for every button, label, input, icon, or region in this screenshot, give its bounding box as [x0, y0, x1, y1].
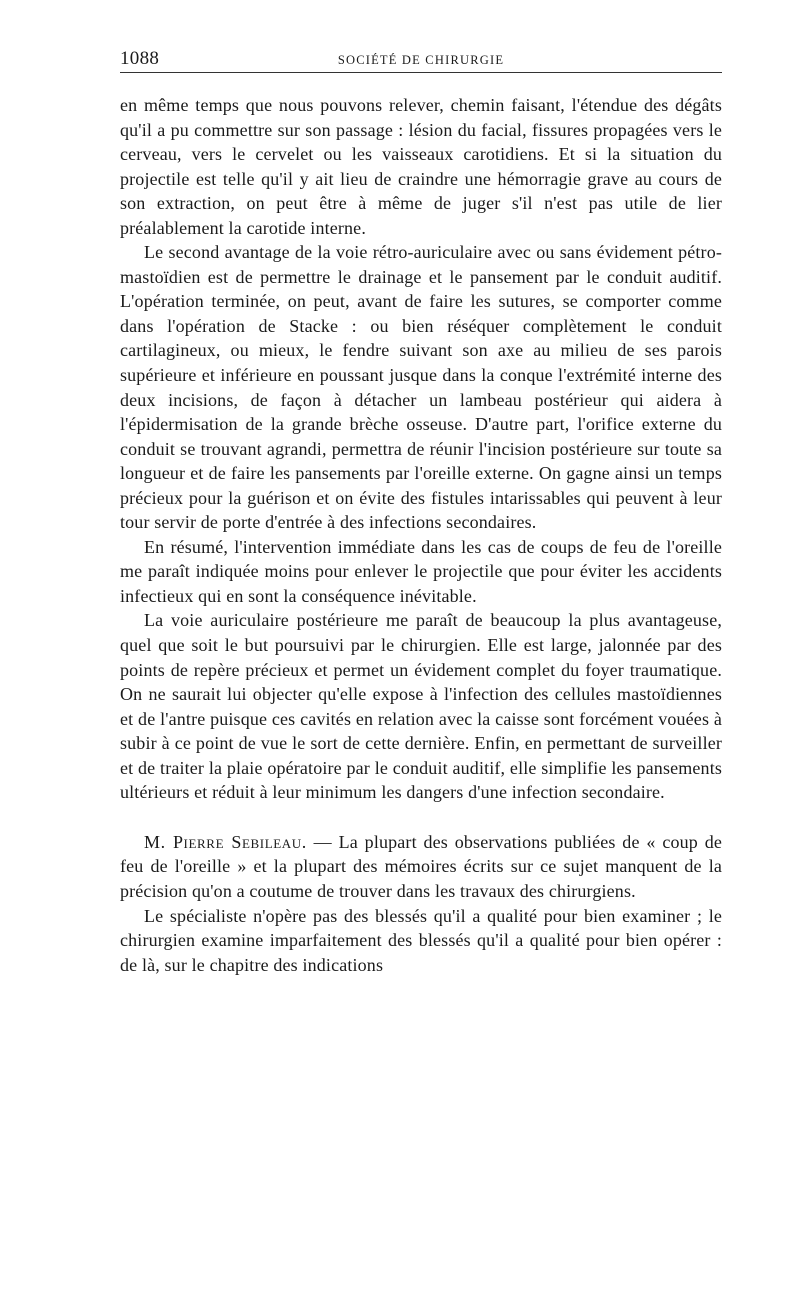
paragraph-second-advantage: Le second avantage de la voie rétro-auriculaire avec ou sans évidement pétro-mastoïdien est de permettre le drainage et le pansement par le conduit auditif. L'opération terminée, on peut, avant de faire les sutures, se comporter comme dans l'opération de Stacke : ou bien réséquer complètement le conduit cartilagineux, ou mieux, le fendre suivant son axe au milieu de ses parois supérieure et inférieure en poussant jusque dans la conque l'extrémité interne des deux incisions, de façon à détacher un lambeau postérieur qui aidera à l'épidermisation de la grande brèche osseuse. D'autre part, l'orifice externe du conduit se trouvant agrandi, permettra de réunir l'incision postérieure sur toute sa longueur et de faire les pansements par l'oreille externe. On gagne ainsi un temps précieux pour la guérison et on évite des fistules intarissables qui peuvent à leur tour servir de porte d'entrée à des infections secondaires. [120, 242, 722, 533]
journal-title: SOCIÉTÉ DE CHIRURGIE [337, 53, 505, 67]
sebileau-intro-text: La plupart des observations publiées de « coup de feu de l'oreille » et la plupart des mémoires écrits sur ce sujet manquent de la précision qu'on a coutume de trouver dans les travaux des chirurgiens. [120, 831, 722, 901]
paragraph-posterior-route: La voie auriculaire postérieure me paraît de beaucoup la plus avantageuse, quel que soit le but poursuivi par le chirurgien. Elle est large, jalonnée par des points de repère précieux et permet un évidement complet du foyer traumatique. On ne saurait lui objecter qu'elle expose à l'infection des cellules mastoïdiennes et de l'antre puisque ces cavités en relation avec la caisse sont forcément vouées à subir à ce point de vue le sort de cette dernière. Enfin, en permettant de surveiller et de traiter la plaie opératoire par le conduit auditif, elle simplifie les pansements ultérieurs et réduit à leur minimum les dangers d'une infection secondaire. [120, 610, 722, 803]
book-page [120, 44, 722, 977]
speaker-dash: — [306, 831, 339, 852]
paragraph-continuation: en même temps que nous pouvons relever, chemin faisant, l'étendue des dégâts qu'il a pu commettre sur son passage : lésion du facial, fissures propagées vers le cerveau, vers le cervelet ou les vaisseaux carotidiens. Et si la situation du projectile est telle qu'il y ait lieu de craindre une hémorragie grave au cours de son extraction, on peut être à même de juger s'il n'est pas utile de lier préalablement la carotide interne. [120, 95, 722, 238]
paragraph-sebileau-specialist: Le spécialiste n'opère pas des blessés qu'il a qualité pour bien examiner ; le chirurgien examine imparfaitement des blessés qu'il a qualité pour bien opérer : de là, sur le chapitre des indications [120, 905, 722, 975]
body-text [120, 93, 722, 977]
paragraph-sebileau-intro [120, 830, 722, 904]
page-number: 1088 [120, 48, 160, 69]
paragraph-summary: En résumé, l'intervention immédiate dans les cas de coups de feu de l'oreille me paraît indiquée moins pour enlever le projectile que pour éviter les accidents infectieux qui en sont la conséquence inévitable. [120, 536, 722, 606]
running-head [120, 44, 722, 73]
speaker-name: M. Pierre Sebileau. [144, 831, 307, 852]
